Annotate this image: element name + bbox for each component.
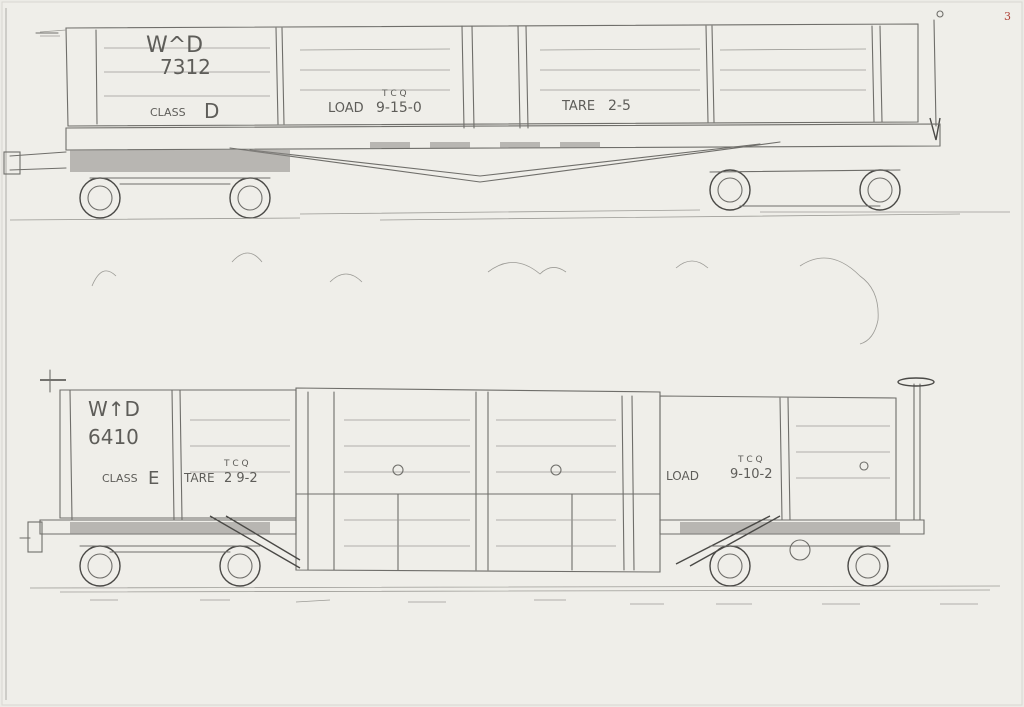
upper-wagon-number: 7312 xyxy=(160,55,211,79)
lower-load-value: 9-10-2 xyxy=(730,467,773,482)
upper-load-label: LOAD xyxy=(328,101,364,116)
lower-tare-label: TARE xyxy=(184,471,215,485)
upper-class-label: CLASS xyxy=(150,106,186,119)
lower-load-label: LOAD xyxy=(666,469,699,483)
lower-class-letter: E xyxy=(148,468,160,489)
lower-wagon-number: 6410 xyxy=(88,425,139,449)
lower-tare-units: T C Q xyxy=(224,459,249,469)
page-number: 3 xyxy=(1004,10,1011,23)
lower-owner-mark: W↑D xyxy=(88,397,140,421)
upper-owner-mark: W^D xyxy=(146,33,204,58)
lower-class-label: CLASS xyxy=(102,472,138,485)
upper-load-value: 9-15-0 xyxy=(376,100,422,116)
upper-load-units: T C Q xyxy=(382,89,407,99)
upper-tare-value: 2-5 xyxy=(608,98,631,114)
upper-tare-label: TARE xyxy=(562,99,596,114)
lower-tare-value: 2 9-2 xyxy=(224,471,258,486)
upper-class-letter: D xyxy=(204,99,220,123)
lower-load-units: T C Q xyxy=(738,455,763,465)
